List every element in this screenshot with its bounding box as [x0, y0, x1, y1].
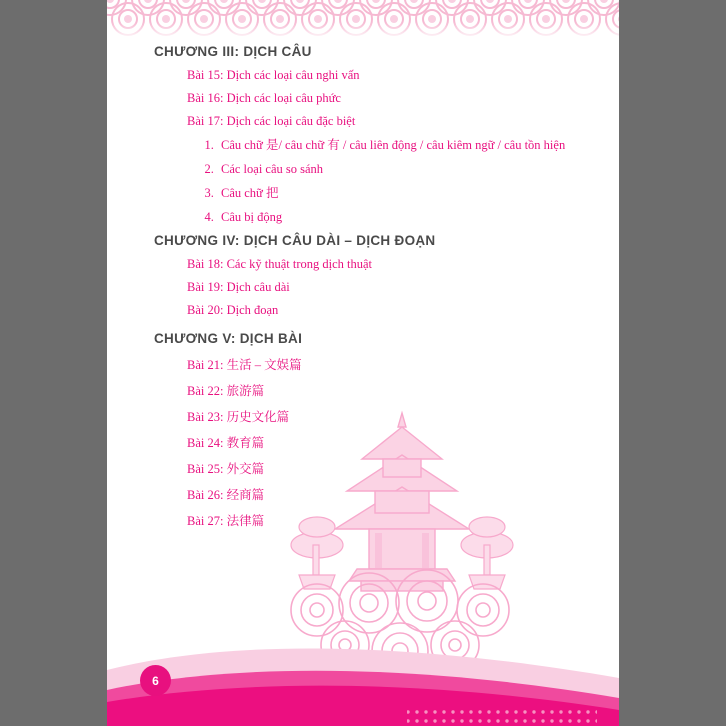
- lesson-item: Bài 27: 法律篇: [187, 513, 265, 528]
- top-decorative-band: [107, 0, 619, 40]
- bottom-wave-decoration: [107, 636, 619, 726]
- table-of-contents: [107, 44, 619, 537]
- lesson-item: Bài 22: 旅游篇: [187, 383, 265, 398]
- lesson-item: Bài 20: Dịch đoạn: [187, 302, 279, 317]
- sublist-item: 3. Câu chữ 把: [217, 185, 619, 202]
- lesson-item: Bài 26: 经商篇: [187, 487, 265, 502]
- lesson-sublist: [107, 137, 619, 226]
- lesson-item: Bài 21: 生活 – 文娱篇: [187, 357, 302, 372]
- lesson-item: Bài 24: 教育篇: [187, 435, 265, 450]
- sublist-item: 1. Câu chữ 是/ câu chữ 有 / câu liên động / câu kiêm ngữ / câu tồn hiện: [217, 137, 619, 154]
- chapter-heading: CHƯƠNG III: DỊCH CÂU: [154, 44, 312, 59]
- toc-section: [107, 233, 619, 318]
- sublist-item: 4. Câu bị động: [217, 209, 619, 226]
- lesson-item: Bài 17: Dịch các loại câu đặc biệt: [187, 114, 356, 128]
- lesson-item: Bài 15: Dịch các loại câu nghi vấn: [187, 68, 360, 82]
- lesson-item: Bài 23: 历史文化篇: [187, 409, 290, 424]
- page-number-badge: 6: [140, 665, 171, 696]
- chapter-heading: CHƯƠNG V: DỊCH BÀI: [154, 330, 303, 346]
- book-page: [107, 0, 619, 726]
- band-fade: [107, 0, 619, 40]
- lesson-item: Bài 16: Dịch các loại câu phức: [187, 91, 341, 105]
- lesson-item: Bài 18: Các kỹ thuật trong dịch thuật: [187, 256, 373, 271]
- toc-section: [107, 331, 619, 529]
- toc-section: [107, 44, 619, 226]
- lesson-item: Bài 25: 外交篇: [187, 461, 265, 476]
- lesson-item: Bài 19: Dịch câu dài: [187, 279, 290, 294]
- chapter-heading: CHƯƠNG IV: DỊCH CÂU DÀI – DỊCH ĐOẠN: [154, 232, 436, 248]
- sublist-item: 2. Các loại câu so sánh: [217, 161, 619, 178]
